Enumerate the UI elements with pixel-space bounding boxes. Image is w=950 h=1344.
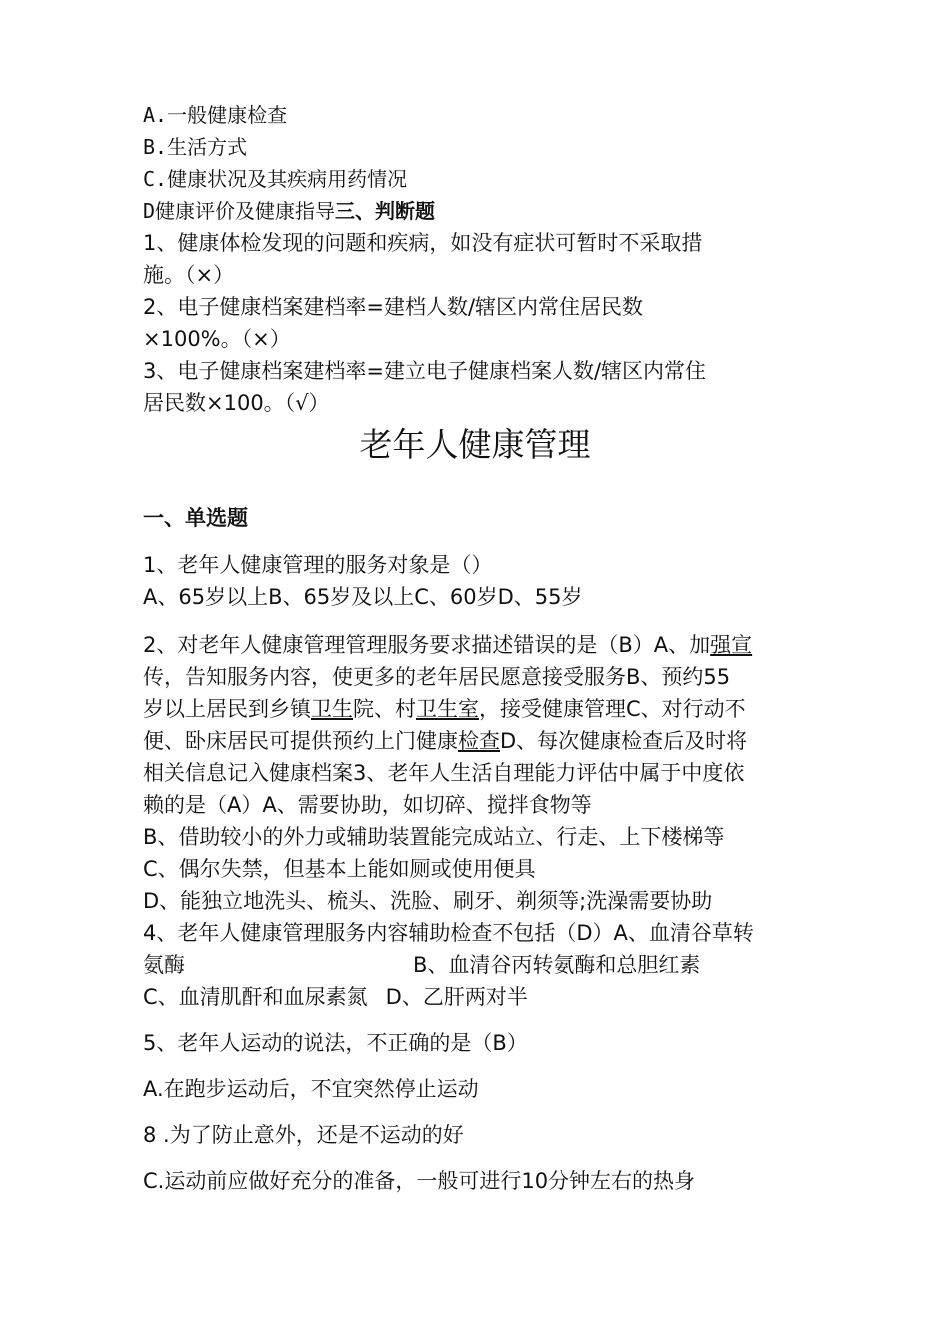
text-run: D、乙肝两对半 [385,985,528,1009]
option-d-line [143,196,435,226]
underlined-text: 卫生 [311,697,353,721]
underlined-text: 强宣 [710,633,753,657]
option-a: A.一般健康检查 [143,103,288,127]
question-3-option-b: B、借助较小的外力或辅助装置能完成站立、行走、上下楼梯等 [143,825,725,849]
question-5-option-c: C.运动前应做好充分的准备，一般可进行10分钟左右的热身 [143,1169,696,1193]
option-c: C.健康状况及其疾病用药情况 [143,167,408,191]
text-run: 院、村 [353,697,416,721]
judgment-3-line-2: 居民数×100。（√） [143,391,330,415]
option-b: B.生活方式 [143,135,248,159]
question-5-option-a: A.在跑步运动后，不宜突然停止运动 [143,1077,479,1101]
text-run: 2、对老年人健康管理管理服务要求描述错误的是（B）A、加 [143,633,711,657]
text-run: ，接受健康管理C、对行动不 [479,697,746,721]
section-judgment-heading: 三、判断题 [335,199,436,223]
judgment-2-line-1: 2、电子健康档案建档率=建档人数/辖区内常住居民数 [143,295,644,319]
judgment-3-line-1: 3、电子健康档案建档率=建立电子健康档案人数/辖区内常住 [143,359,707,383]
underlined-text: 卫生室 [416,697,479,721]
underlined-text: 检查 [458,729,500,753]
judgment-1-line-1: 1、健康体检发现的问题和疾病，如没有症状可暂时不采取措 [143,231,703,255]
question-4-line-2 [143,950,700,980]
text-run: D、每次健康检查后及时将 [500,729,748,753]
text-run: B、血清谷丙转氨酶和总胆红素 [413,953,701,977]
judgment-2-line-2: ×100%。（×） [143,327,291,351]
question-2-line-2: 传，告知服务内容，使更多的老年居民愿意接受服务B、预约55 [143,665,731,689]
question-5-stem: 5、老年人运动的说法，不正确的是（B） [143,1031,528,1055]
question-2-line-4 [143,726,747,756]
judgment-1-line-2: 施。（×） [143,263,235,287]
text-run: 岁以上居民到乡镇 [143,697,311,721]
question-5-option-8: 8 .为了防止意外，还是不运动的好 [143,1123,464,1147]
section-single-choice-heading: 一、单选题 [143,506,248,530]
question-2-line-3 [143,694,746,724]
question-1-options: A、65岁以上B、65岁及以上C、60岁D、55岁 [143,585,583,609]
question-2-line-5: 相关信息记入健康档案3、老年人生活自理能力评估中属于中度依 [143,761,745,785]
text-run: 氨酶 [143,953,185,977]
question-3-option-d: D、能独立地洗头、梳头、洗脸、刷牙、剃须等;洗澡需要协助 [143,889,713,913]
option-d: D健康评价及健康指导 [143,199,336,223]
question-3-option-c: C、偶尔失禁，但基本上能如厕或使用便具 [143,857,536,881]
document-title: 老年人健康管理 [359,425,591,464]
question-2-line-1 [143,630,752,660]
text-run: C、血清肌酐和血尿素氮 [143,985,368,1009]
question-4-line-1: 4、老年人健康管理服务内容辅助检查不包括（D）A、血清谷草转 [143,921,754,945]
text-run: 便、卧床居民可提供预约上门健康 [143,729,458,753]
question-3-line-1: 赖的是（A）A、需要协助，如切碎、搅拌食物等 [143,793,592,817]
question-1-stem: 1、老年人健康管理的服务对象是（） [143,553,493,577]
question-4-line-3 [143,982,528,1012]
